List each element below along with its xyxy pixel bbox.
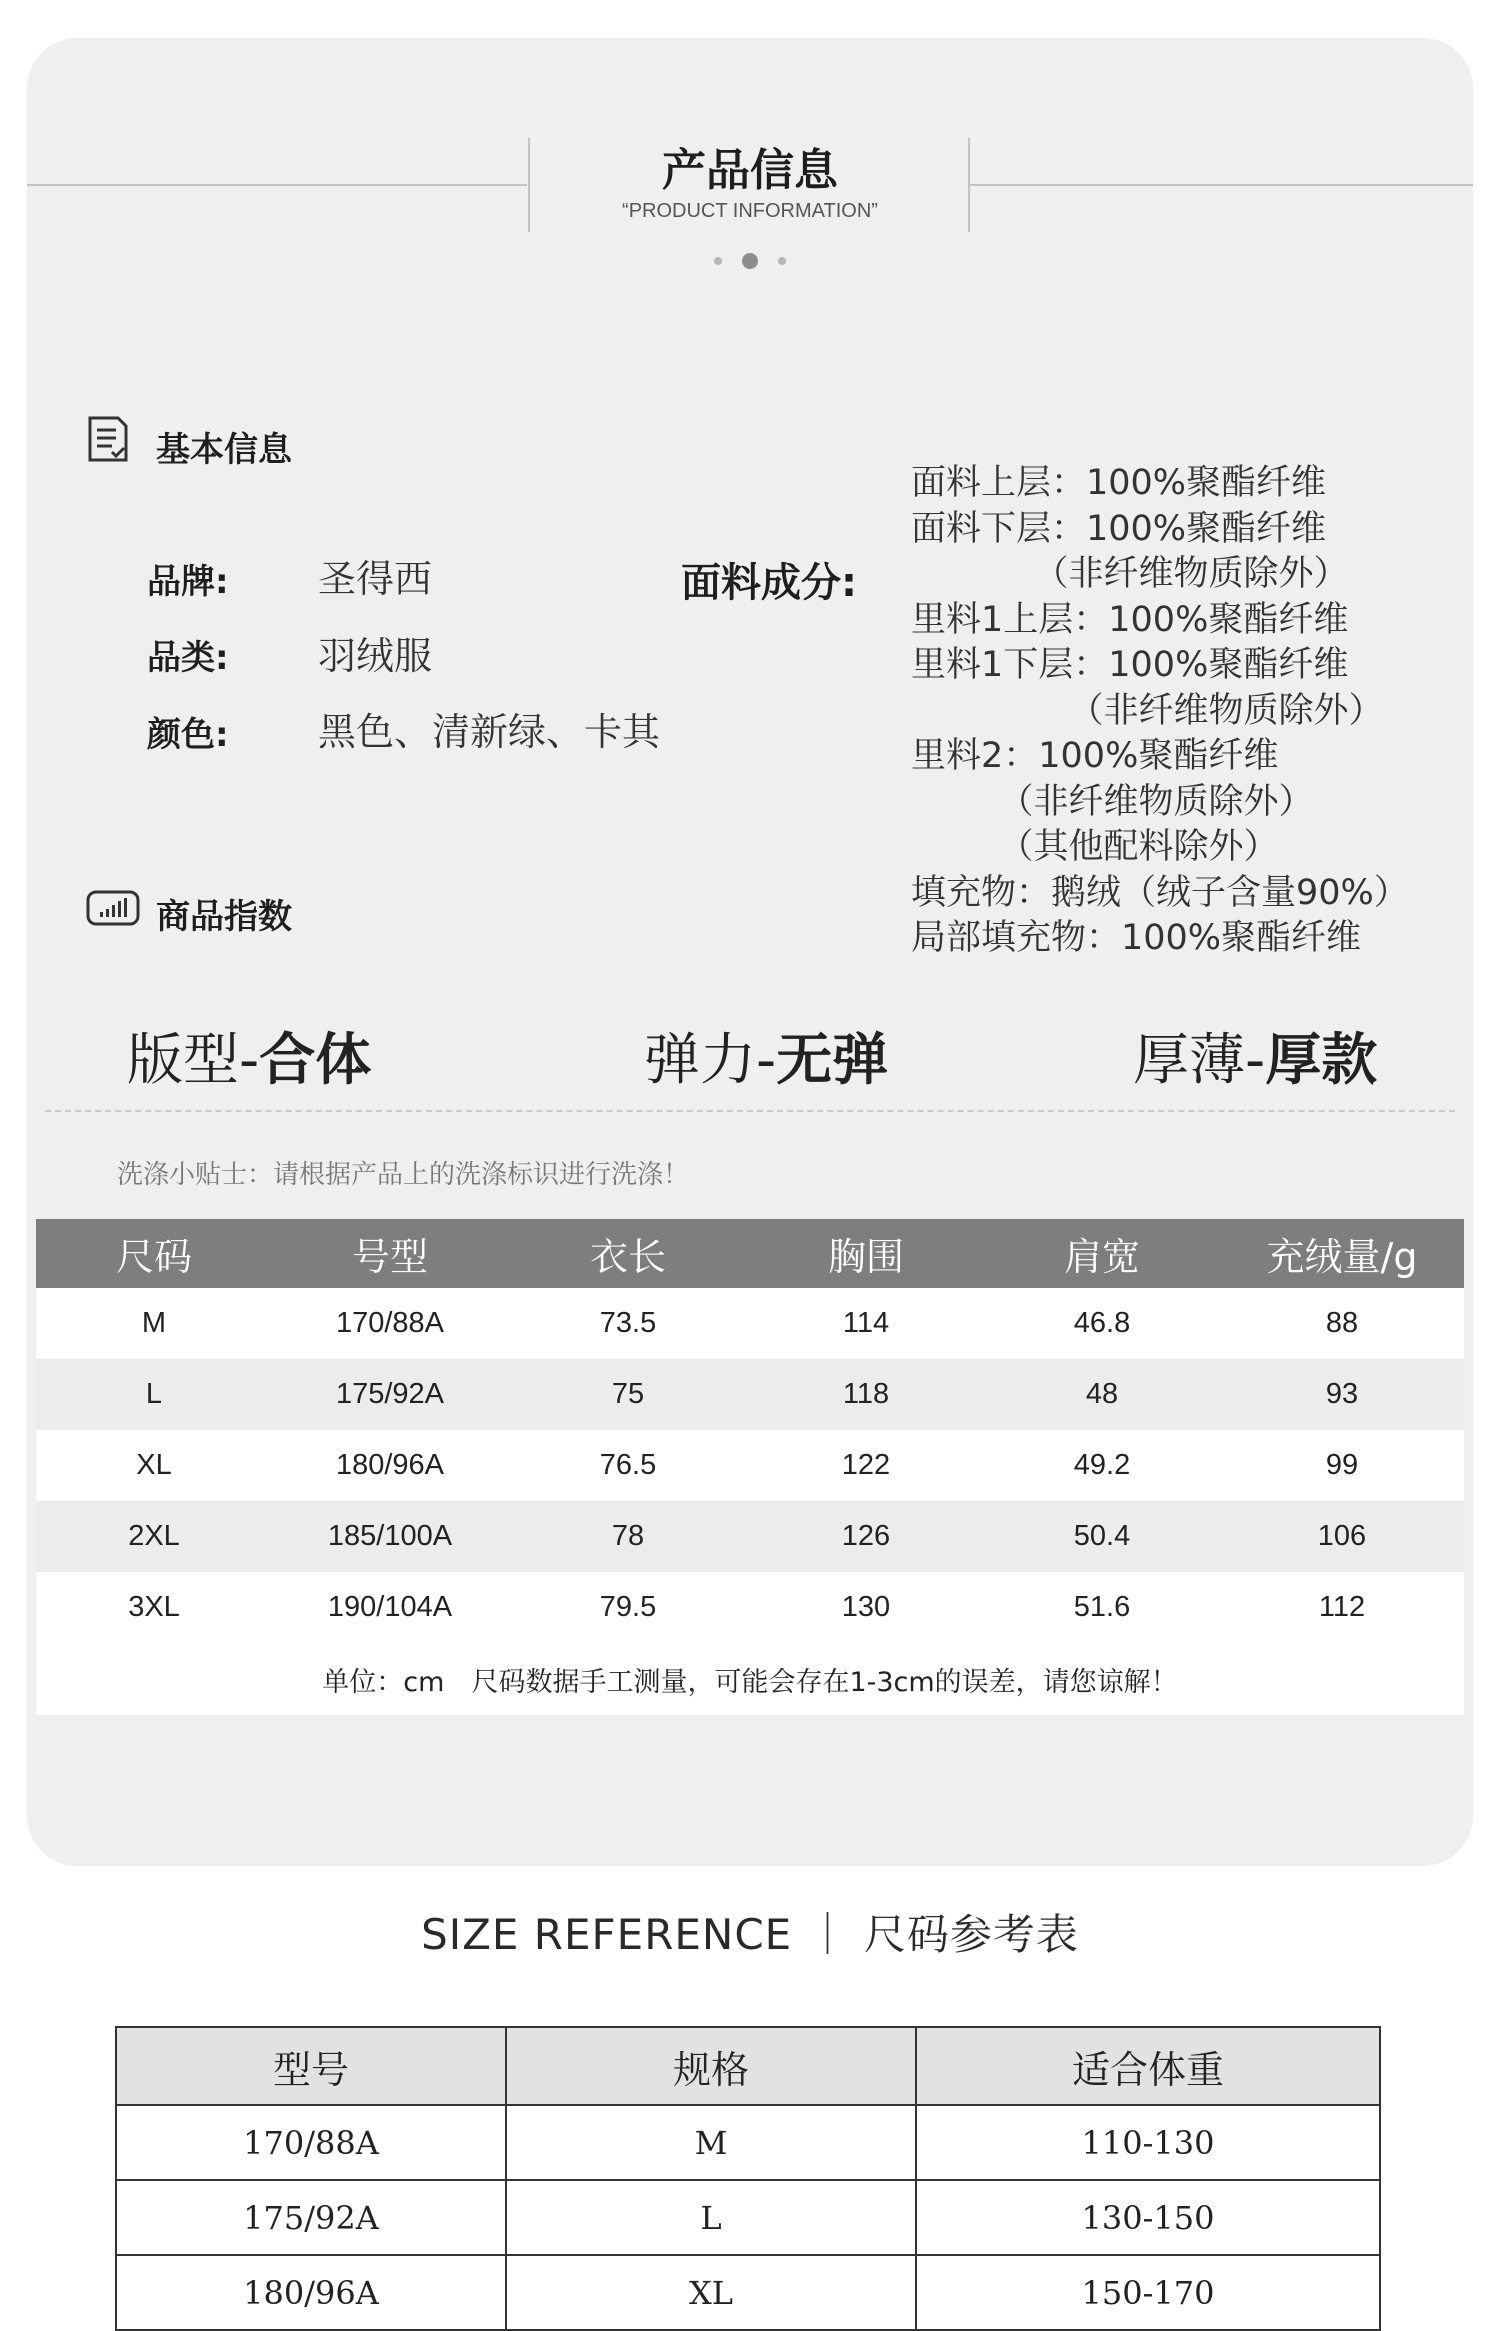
table-cell: 118: [842, 1378, 890, 1410]
composition-line: （其他配料除外）: [911, 827, 1279, 867]
fit-metric: [127, 1016, 371, 1096]
header-cell: 适合体重: [916, 2027, 1380, 2105]
table-cell: 3XL: [128, 1591, 180, 1623]
table-cell: 114: [842, 1307, 890, 1339]
header-cell: 胸围: [827, 1235, 904, 1279]
table-cell: 150-170: [916, 2255, 1380, 2330]
table-cell: XL: [506, 2255, 916, 2330]
table-row: [36, 1359, 1464, 1430]
table-cell: XL: [136, 1449, 172, 1481]
product-info-card: [27, 38, 1473, 1866]
header-cell: 号型: [351, 1235, 428, 1279]
table-cell: 49.2: [1073, 1449, 1131, 1481]
table-cell: 190/104A: [327, 1591, 453, 1623]
document-list-icon: [86, 415, 130, 467]
table-cell: 88: [1325, 1307, 1359, 1339]
category-label: 品类:: [147, 638, 229, 678]
thickness-metric: [1133, 1016, 1377, 1096]
table-cell: 180/96A: [116, 2255, 506, 2330]
header-cell: 规格: [506, 2027, 916, 2105]
table-cell: 75: [611, 1378, 645, 1410]
brand-value: 圣得西: [318, 557, 433, 601]
header-cell: 充绒量/g: [1266, 1235, 1418, 1279]
table-body: [36, 1288, 1464, 1643]
stretch-value: 无弹: [776, 1028, 889, 1093]
section-title: 产品信息: [662, 145, 838, 196]
wash-tip: 洗涤小贴士：请根据产品上的洗涤标识进行洗涤！: [117, 1160, 690, 1190]
header-cell: 衣长: [589, 1235, 666, 1279]
header-cell: 尺码: [115, 1235, 192, 1279]
table-cell: 130: [841, 1591, 891, 1623]
table-header-row: [116, 2027, 1380, 2105]
table-cell: 170/88A: [335, 1307, 445, 1339]
composition-line: （非纤维物质除外）: [911, 690, 1384, 731]
table-cell: 46.8: [1073, 1307, 1131, 1339]
header-cell: 型号: [116, 2027, 506, 2105]
dot: [714, 257, 722, 265]
table-row: [36, 1572, 1464, 1643]
composition-line: 面料下层：100%聚酯纤维: [911, 508, 1327, 549]
table-cell: 130-150: [916, 2180, 1380, 2255]
table-cell: 79.5: [599, 1591, 657, 1623]
table-row: [116, 2180, 1380, 2255]
table-cell: 170/88A: [116, 2105, 506, 2180]
category-value: 羽绒服: [318, 634, 433, 678]
thickness-label: 厚薄-: [1133, 1028, 1266, 1093]
brand-label: 品牌:: [147, 562, 229, 602]
table-row: [36, 1501, 1464, 1572]
table-body: [116, 2105, 1380, 2330]
table-cell: 185/100A: [327, 1520, 453, 1552]
table-cell: 50.4: [1073, 1520, 1131, 1552]
composition-line: （非纤维物质除外）: [911, 781, 1314, 822]
table-row: [36, 1288, 1464, 1359]
composition-line: 局部填充物：100%聚酯纤维: [911, 918, 1362, 958]
table-cell: L: [506, 2180, 916, 2255]
table-cell: 175/92A: [335, 1378, 445, 1410]
composition-line: 里料1上层：100%聚酯纤维: [911, 599, 1349, 640]
table-cell: 73.5: [599, 1307, 657, 1339]
table-cell: 175/92A: [116, 2180, 506, 2255]
table-cell: 78: [611, 1520, 645, 1552]
composition-list: [911, 461, 1409, 962]
section-subtitle: “PRODUCT INFORMATION”: [622, 200, 878, 222]
composition-line: （非纤维物质除外）: [911, 554, 1349, 594]
composition-line: 里料1下层：100%聚酯纤维: [911, 645, 1349, 685]
index-title: 商品指数: [156, 897, 292, 937]
signal-bars-icon: [86, 890, 140, 930]
composition-line: 面料上层：100%聚酯纤维: [911, 463, 1327, 503]
stretch-label: 弹力-: [644, 1028, 777, 1093]
fit-value: 合体: [259, 1028, 372, 1093]
table-cell: 2XL: [128, 1520, 180, 1552]
dashed-divider: [45, 1110, 1455, 1112]
table-cell: L: [145, 1378, 163, 1410]
fit-label: 版型-: [127, 1028, 260, 1093]
size-reference-title: SIZE REFERENCE ｜ 尺码参考表: [421, 1910, 1079, 1959]
size-reference-table: [115, 2026, 1381, 2331]
table-cell: 51.6: [1073, 1591, 1131, 1623]
thickness-value: 厚款: [1265, 1028, 1378, 1093]
basic-info-title: 基本信息: [156, 430, 292, 470]
table-cell: 99: [1325, 1449, 1359, 1481]
pager-dots: [27, 250, 1473, 269]
stretch-metric: [644, 1016, 888, 1096]
table-cell: 112: [1318, 1591, 1366, 1623]
measurement-table: [36, 1219, 1464, 1715]
table-cell: M: [506, 2105, 916, 2180]
table-cell: 126: [841, 1520, 891, 1552]
composition-line: 填充物：鹅绒（绒子含量90%）: [911, 872, 1409, 913]
color-value: 黑色、清新绿、卡其: [318, 710, 661, 754]
composition-line: 里料2：100%聚酯纤维: [911, 736, 1279, 776]
table-cell: 93: [1325, 1378, 1359, 1410]
dot-active: [742, 253, 758, 269]
table-header-row: [36, 1219, 1464, 1288]
table-row: [116, 2105, 1380, 2180]
header-cell: 肩宽: [1063, 1235, 1140, 1279]
table-cell: 110-130: [916, 2105, 1380, 2180]
table-cell: 106: [1317, 1520, 1367, 1552]
table-row: [116, 2255, 1380, 2330]
table-cell: 48: [1085, 1378, 1119, 1410]
dot: [778, 257, 786, 265]
color-label: 颜色:: [147, 715, 229, 755]
table-cell: 122: [841, 1449, 891, 1481]
table-cell: 180/96A: [335, 1449, 445, 1481]
composition-label: 面料成分:: [681, 560, 857, 606]
table-row: [36, 1430, 1464, 1501]
table-cell: M: [141, 1307, 167, 1339]
table-cell: 76.5: [599, 1449, 657, 1481]
measurement-note: 单位：cm 尺码数据手工测量，可能会存在1-3cm的误差，请您谅解！: [36, 1643, 1464, 1715]
